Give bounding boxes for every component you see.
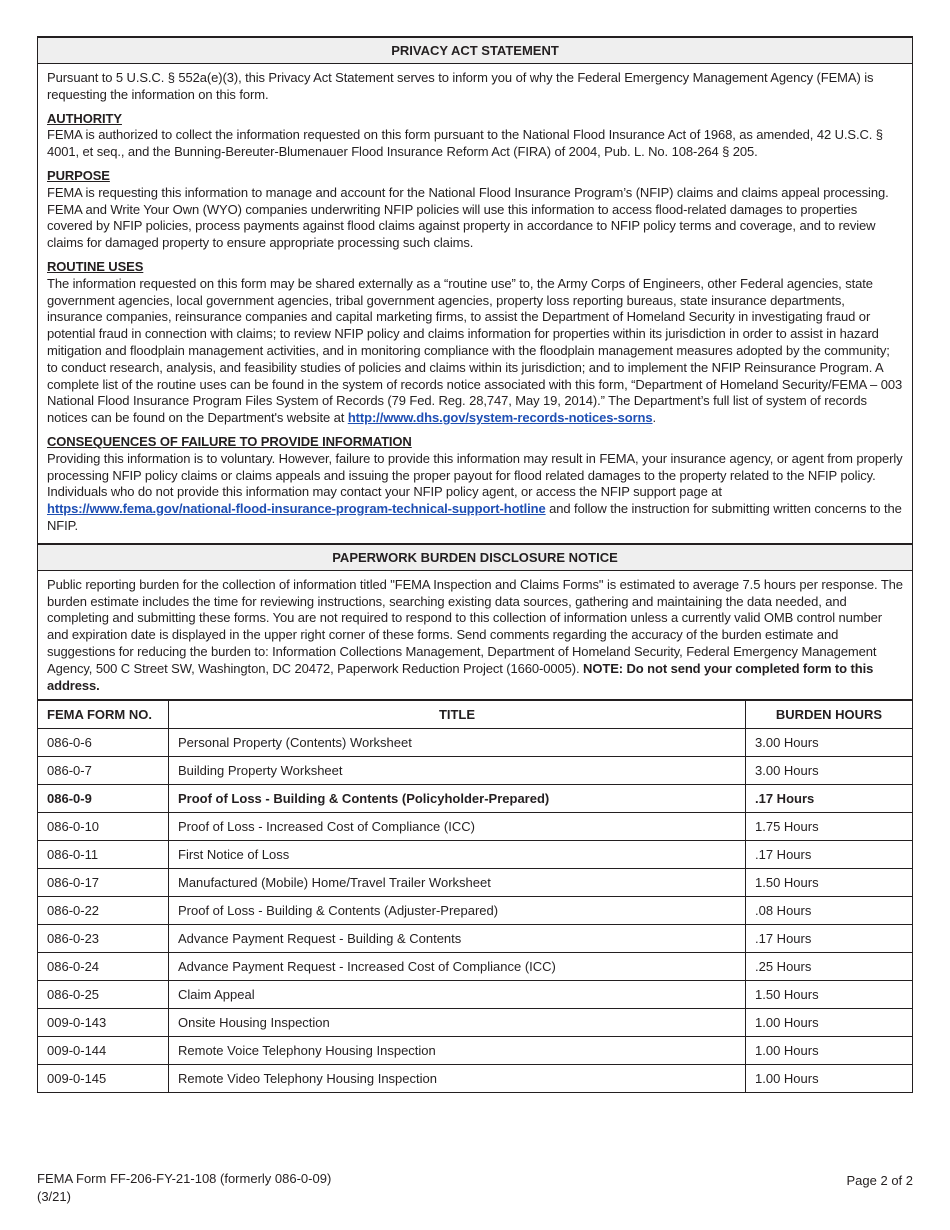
consequences-heading: CONSEQUENCES OF FAILURE TO PROVIDE INFORMATION — [47, 433, 412, 449]
table-row — [38, 757, 912, 785]
form-number-cell: 009-0-144 — [38, 1037, 169, 1065]
burden-hours-cell: .17 Hours — [746, 841, 913, 869]
footer-form-info — [37, 1170, 331, 1206]
burden-hours-cell: 3.00 Hours — [746, 729, 913, 757]
purpose-block — [47, 168, 903, 252]
table-row — [38, 841, 912, 869]
burden-hours-cell: 1.00 Hours — [746, 1037, 913, 1065]
routine-uses-block — [47, 259, 903, 427]
burden-hours-cell: 1.50 Hours — [746, 981, 913, 1009]
routine-uses-text: The information requested on this form may be shared externally as a “routine use” to, the Army Corps of Engineers, other Federal agencies, state government agencies, local government agencies, tribal government agencies, property loss reporting bureaus, state insurance departments, insurance companies, reinsurance companies and capital marketing firms, to assist the Department of Homeland Security in investigating fraud or potential fraud in connection with claims; to review NFIP policy and claims information for properties within its jurisdiction in order to assist in hazard mitigation and floodplain management activities, and in monitoring compliance with the floodplain management measures adopted by the community; to conduct research, analysis, and feasibility studies of policies and claims within its jurisdiction; and to implement the NFIP Reinsurance Program. A complete list of the routine uses can be found in the system of records notice associated with this form, “Department of Homeland Security/FEMA – 003 National Flood Insurance Program Files System of Records (79 Fed. Reg. 28,747, May 19, 2014).” The Department’s full list of system of records notices can be found on the Department's website at — [47, 275, 903, 426]
privacy-act-heading: PRIVACY ACT STATEMENT — [38, 38, 912, 64]
paperwork-body: Public reporting burden for the collection of information titled "FEMA Inspection and Claims Forms" is estimated to average 7.5 hours per response. The burden estimate includes the time for reviewing instructions, searching existing data sources, gathering and maintaining the data needed, and completing and submitting these forms. You are not required to respond to this collection of information unless a currently valid OMB control number and expiration date is displayed in the upper right corner of these forms. Send comments regarding the accuracy of the burden estimate and suggestions for reducing the burden to: Information Collections Management, Department of Homeland Security, Federal Emergency Management Agency, 500 C Street SW, Washington, DC 20472, Paperwork Reduction Project (1660-0005). — [47, 576, 903, 676]
table-body — [38, 729, 912, 1093]
table-row — [38, 897, 912, 925]
form-number-cell: 086-0-25 — [38, 981, 169, 1009]
dhs-sorns-link[interactable]: http://www.dhs.gov/system-records-notices-sorns — [347, 410, 653, 426]
routine-uses-end: . — [652, 410, 657, 426]
form-number-cell: 086-0-22 — [38, 897, 169, 925]
authority-block — [47, 111, 903, 161]
form-number-cell: 086-0-6 — [38, 729, 169, 757]
burden-hours-cell: 1.50 Hours — [746, 869, 913, 897]
form-number-cell: 086-0-23 — [38, 925, 169, 953]
paperwork-burden-heading: PAPERWORK BURDEN DISCLOSURE NOTICE — [38, 545, 912, 571]
consequences-text: Providing this information is to voluntary. However, failure to provide this information may result in FEMA, your insurance agency, or agent from properly processing NFIP policy claims or claims appeals and issuing the proper payout for flood related damages to the property related to the NFIP policy. Individuals who do not provide this information may contact your NFIP policy agent, or access the NFIP support page at — [47, 450, 903, 500]
table-header-row — [38, 701, 912, 729]
authority-heading: AUTHORITY — [47, 110, 122, 126]
footer-form-id: FEMA Form FF-206-FY-21-108 (formerly 086-0-09) — [37, 1171, 332, 1186]
form-title-cell: First Notice of Loss — [169, 841, 746, 869]
form-title-cell: Remote Video Telephony Housing Inspection — [169, 1065, 746, 1093]
burden-hours-cell: 1.75 Hours — [746, 813, 913, 841]
form-number-cell: 086-0-11 — [38, 841, 169, 869]
burden-hours-cell: .17 Hours — [746, 925, 913, 953]
burden-hours-cell: 1.00 Hours — [746, 1065, 913, 1093]
consequences-end: and follow the instruction for submitting written concerns to the NFIP. — [47, 501, 902, 533]
table-row — [38, 925, 912, 953]
routine-uses-heading: ROUTINE USES — [47, 258, 144, 274]
burden-hours-cell: 1.00 Hours — [746, 1009, 913, 1037]
burden-hours-cell: 3.00 Hours — [746, 757, 913, 785]
form-title-cell: Claim Appeal — [169, 981, 746, 1009]
form-title-cell: Proof of Loss - Increased Cost of Compliance (ICC) — [169, 813, 746, 841]
form-title-cell: Personal Property (Contents) Worksheet — [169, 729, 746, 757]
paperwork-burden-text — [38, 571, 912, 701]
burden-hours-table — [38, 700, 912, 1092]
form-number-cell: 086-0-24 — [38, 953, 169, 981]
form-title-cell: Building Property Worksheet — [169, 757, 746, 785]
form-number-cell: 086-0-10 — [38, 813, 169, 841]
burden-hours-cell: .25 Hours — [746, 953, 913, 981]
table-row — [38, 1009, 912, 1037]
burden-hours-cell: .08 Hours — [746, 897, 913, 925]
authority-text: FEMA is authorized to collect the information requested on this form pursuant to the National Flood Insurance Act of 1968, as amended, 42 U.S.C. § 4001, et seq., and the Bunning-Bereuter-Blumenauer Flood Insurance Reform Act (FIRA) of 2004, Pub. L. No. 108-264 § 205. — [47, 127, 883, 160]
table-row — [38, 785, 912, 813]
form-title-cell: Remote Voice Telephony Housing Inspection — [169, 1037, 746, 1065]
purpose-text: FEMA is requesting this information to manage and account for the National Flood Insurance Program’s (NFIP) claims and claims appeal processing. FEMA and Write Your Own (WYO) companies underwriting NFIP policies will use this information to access flood-related damages to properties covered by NFIP policies, process payments against flood claims against property in accordance to NFIP policy terms and coverage, and to review claims for damaged property to ensure appropriate processing such claims. — [47, 184, 889, 251]
header-title: TITLE — [169, 701, 746, 729]
form-number-cell: 086-0-7 — [38, 757, 169, 785]
form-title-cell: Advance Payment Request - Increased Cost of Compliance (ICC) — [169, 953, 746, 981]
form-title-cell: Proof of Loss - Building & Contents (Policyholder-Prepared) — [169, 785, 746, 813]
table-row — [38, 1065, 912, 1093]
footer-date: (3/21) — [37, 1189, 71, 1204]
form-number-cell: 086-0-17 — [38, 869, 169, 897]
nfip-support-link[interactable]: https://www.fema.gov/national-flood-insurance-program-technical-support-hotline — [47, 501, 546, 517]
header-burden-hours: BURDEN HOURS — [746, 701, 913, 729]
table-row — [38, 981, 912, 1009]
purpose-heading: PURPOSE — [47, 167, 110, 183]
table-row — [38, 953, 912, 981]
form-title-cell: Advance Payment Request - Building & Contents — [169, 925, 746, 953]
form-number-cell: 009-0-143 — [38, 1009, 169, 1037]
table-row — [38, 813, 912, 841]
table-row — [38, 869, 912, 897]
burden-hours-cell: .17 Hours — [746, 785, 913, 813]
header-form-no: FEMA FORM NO. — [38, 701, 169, 729]
privacy-act-section — [38, 64, 912, 543]
table-row — [38, 729, 912, 757]
form-title-cell: Onsite Housing Inspection — [169, 1009, 746, 1037]
form-title-cell: Proof of Loss - Building & Contents (Adjuster-Prepared) — [169, 897, 746, 925]
form-number-cell: 086-0-9 — [38, 785, 169, 813]
form-page — [37, 36, 913, 1093]
form-number-cell: 009-0-145 — [38, 1065, 169, 1093]
form-title-cell: Manufactured (Mobile) Home/Travel Trailer Worksheet — [169, 869, 746, 897]
table-row — [38, 1037, 912, 1065]
privacy-intro: Pursuant to 5 U.S.C. § 552a(e)(3), this Privacy Act Statement serves to inform you of why the Federal Emergency Management Agency (FEMA) is requesting the information on this form. — [47, 70, 874, 102]
page-number: Page 2 of 2 — [846, 1173, 913, 1188]
consequences-block — [47, 434, 903, 535]
paperwork-note: NOTE: Do not send your completed form to this address. — [47, 660, 874, 693]
